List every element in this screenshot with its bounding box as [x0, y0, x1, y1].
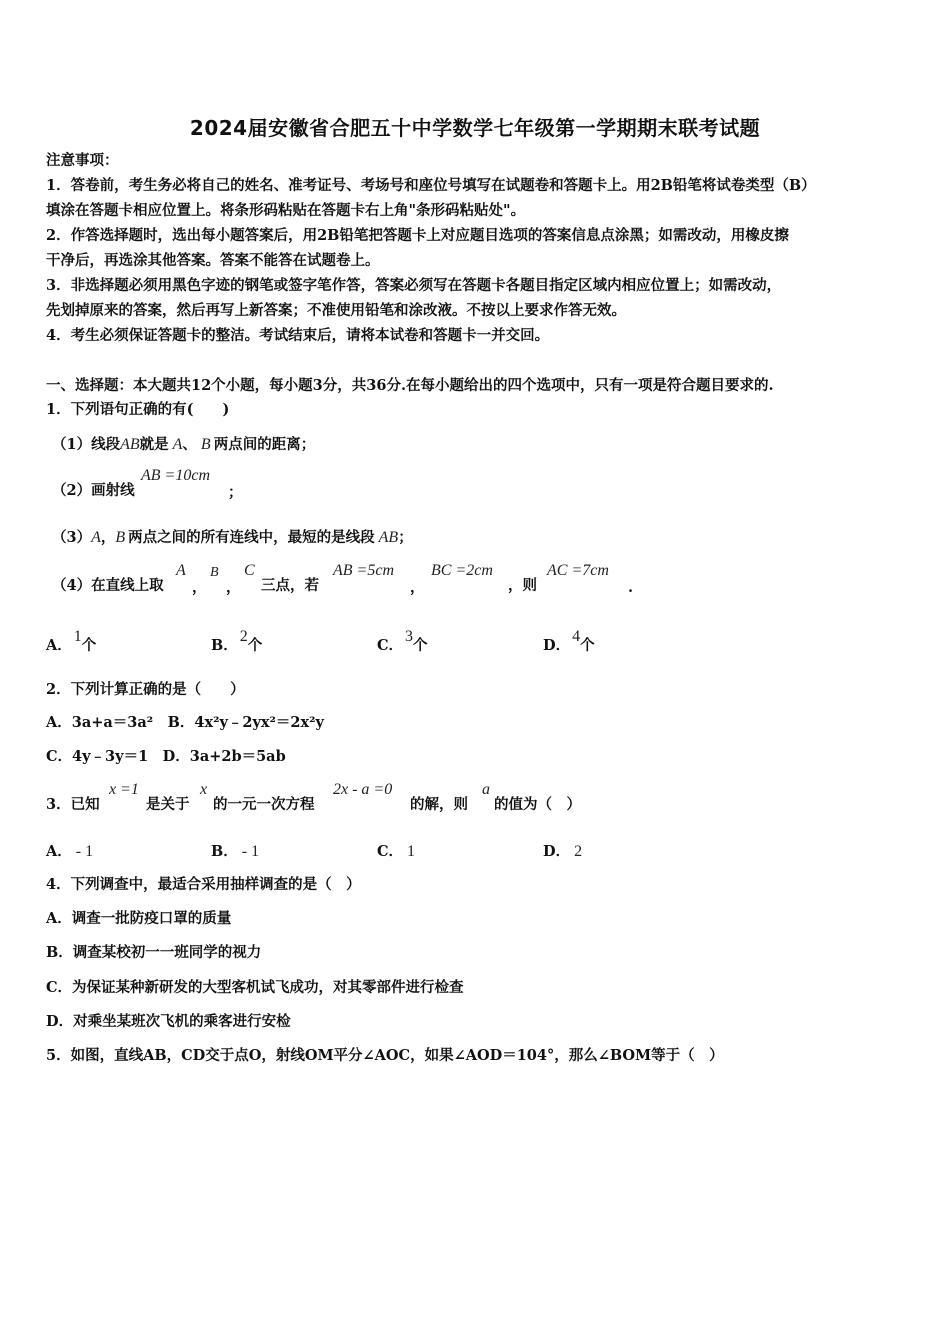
q4-option-b[interactable]: B．调查某校初一一班同学的视力	[46, 944, 262, 961]
notice-line: 干净后，再选涂其他答案。答案不能答在试题卷上。	[46, 252, 380, 269]
q3-math-x: x	[200, 781, 208, 798]
question-5-stem: 5．如图，直线AB，CD交于点O，射线OM平分∠AOC，如果∠AOD＝104°，那么∠BOM等于（ ）	[46, 1047, 724, 1064]
q1-s4-then: ，则	[508, 577, 537, 594]
q1-s4-math-bc: BC =2cm	[431, 562, 493, 579]
q1-statement-1: （1）线段AB就是 A、 B 两点间的距离；	[52, 436, 316, 453]
q1-s4-period: .	[628, 579, 634, 596]
q1-statement-2-end: ；	[228, 484, 243, 501]
q2-options-row-1: A．3a+a＝3a² B．4x²y﹣2yx²＝2x²y	[46, 714, 324, 731]
notice-heading: 注意事项：	[46, 152, 119, 169]
q3-text-3: 的一元一次方程	[213, 796, 315, 813]
notice-line: 先划掉原来的答案，然后再写上新答案；不准使用铅笔和涂改液。不按以上要求作答无效。	[46, 302, 626, 319]
q1-option-d[interactable]: D．4个	[543, 628, 595, 654]
q3-text-2: 是关于	[146, 796, 190, 813]
notice-line: 2．作答选择题时，选出每小题答案后，用2B铅笔把答题卡上对应题目选项的答案信息点涂黑；如需改动，用橡皮擦	[46, 227, 789, 244]
question-1-stem: 1．下列语句正确的有( )	[46, 401, 230, 418]
q1-s4-text: 三点，若	[261, 577, 319, 594]
notice-line: 填涂在答题卡相应位置上。将条形码粘贴在答题卡右上角"条形码粘贴处"。	[46, 202, 526, 219]
question-2-stem: 2．下列计算正确的是（ ）	[46, 681, 245, 698]
q4-option-c[interactable]: C．为保证某种新研发的大型客机试飞成功，对其零部件进行检查	[46, 979, 464, 996]
q1-statement-3: （3）A，B 两点之间的所有连线中，最短的是线段 AB；	[52, 529, 413, 546]
notice-line: 3．非选择题必须用黑色字迹的钢笔或签字笔作答，答案必须写在答题卡各题目指定区域内相应位置上；如需改动，	[46, 277, 782, 294]
q3-math-x-eq-1: x =1	[109, 781, 139, 798]
notice-line: 1．答卷前，考生务必将自己的姓名、准考证号、考场号和座位号填写在试题卷和答题卡上。用2B铅笔将试卷类型（B）	[46, 177, 816, 194]
q1-s4-comma: ，	[410, 579, 425, 596]
page-title: 2024届安徽省合肥五十中学数学七年级第一学期期末联考试题	[189, 116, 761, 140]
q3-option-b[interactable]: B． - 1	[211, 843, 260, 860]
q1-option-a[interactable]: A．1个	[46, 628, 97, 654]
q1-statement-4-label: （4）在直线上取	[52, 577, 164, 594]
q3-math-equation: 2x - a =0	[333, 781, 393, 798]
q3-option-d[interactable]: D． 2	[543, 843, 583, 860]
question-4-stem: 4．下列调查中，最适合采用抽样调查的是（ ）	[46, 876, 361, 893]
q2-options-row-2: C．4y﹣3y＝1 D．3a+2b＝5ab	[46, 748, 286, 765]
q4-option-d[interactable]: D．对乘坐某班次飞机的乘客进行安检	[46, 1013, 291, 1030]
q1-s4-comma: ，	[226, 579, 241, 596]
q1-s4-point-b: B	[210, 565, 219, 580]
q1-s4-math-ac: AC =7cm	[547, 562, 609, 579]
q1-s4-math-ab: AB =5cm	[333, 562, 394, 579]
q3-option-a[interactable]: A． - 1	[46, 843, 94, 860]
q3-option-c[interactable]: C． 1	[377, 843, 416, 860]
q1-statement-2-math: AB =10cm	[141, 467, 210, 484]
q1-s4-point-c: C	[244, 562, 255, 579]
q1-option-c[interactable]: C．3个	[377, 628, 428, 654]
q3-text-4: 的解，则	[410, 796, 468, 813]
q3-text-1: 3．已知	[46, 796, 100, 813]
section-heading: 一、选择题：本大题共12个小题，每小题3分，共36分.在每小题给出的四个选项中，只有一项是符合题目要求的.	[46, 377, 774, 394]
q1-s4-comma: ，	[192, 579, 207, 596]
q3-math-a: a	[482, 781, 490, 798]
q1-statement-2-label: （2）画射线	[52, 482, 135, 499]
notice-line: 4．考生必须保证答题卡的整洁。考试结束后，请将本试卷和答题卡一并交回。	[46, 327, 550, 344]
q1-option-b[interactable]: B．2个	[211, 628, 263, 654]
q1-s4-point-a: A	[176, 562, 186, 579]
q3-text-5: 的值为（ ）	[494, 796, 581, 813]
q4-option-a[interactable]: A．调查一批防疫口罩的质量	[46, 910, 232, 927]
